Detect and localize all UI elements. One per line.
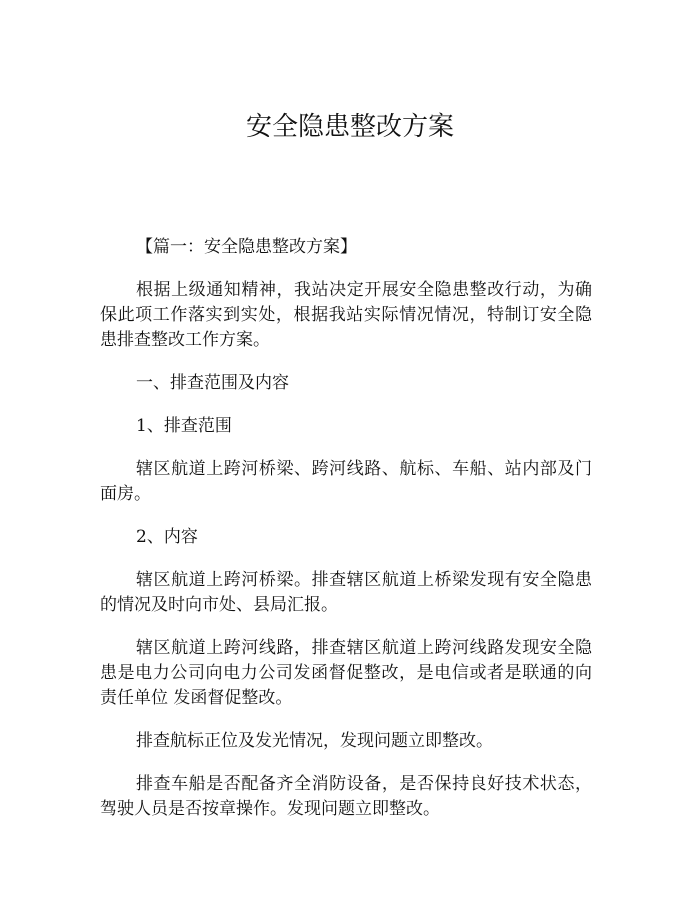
- bridge-paragraph: 辖区航道上跨河桥梁。排查辖区航道上桥梁发现有安全隐患的情况及时向市处、县局汇报。: [100, 570, 592, 615]
- power-line-paragraph: 辖区航道上跨河线路，排查辖区航道上跨河线路发现安全隐患是电力公司向电力公司发函督促整改，是电信或者是联通的向责任单位 发函督促整改。: [100, 638, 592, 708]
- document-body: [100, 235, 592, 840]
- subheading-content: 2、内容: [136, 527, 198, 547]
- heading-scope-and-content: 一、排查范围及内容: [136, 373, 289, 393]
- vehicle-paragraph: 排查车船是否配备齐全消防设备，是否保持良好技术状态，驾驶人员是否按章操作。发现问题立即整改。: [100, 774, 592, 819]
- subheading-scope: 1、排查范围: [136, 416, 232, 436]
- document-title: 安全隐患整改方案: [245, 112, 454, 142]
- navigation-mark-paragraph: 排查航标正位及发光情况，发现问题立即整改。: [136, 731, 493, 751]
- intro-paragraph: 根据上级通知精神，我站决定开展安全隐患整改行动，为确保此项工作落实到实处，根据我站实际情况情况，特制订安全隐患排查整改工作方案。: [100, 280, 592, 350]
- scope-paragraph: 辖区航道上跨河桥梁、跨河线路、航标、车船、站内部及门面房。: [100, 459, 592, 504]
- section-heading-part-one: 【篇一：安全隐患整改方案】: [136, 237, 357, 257]
